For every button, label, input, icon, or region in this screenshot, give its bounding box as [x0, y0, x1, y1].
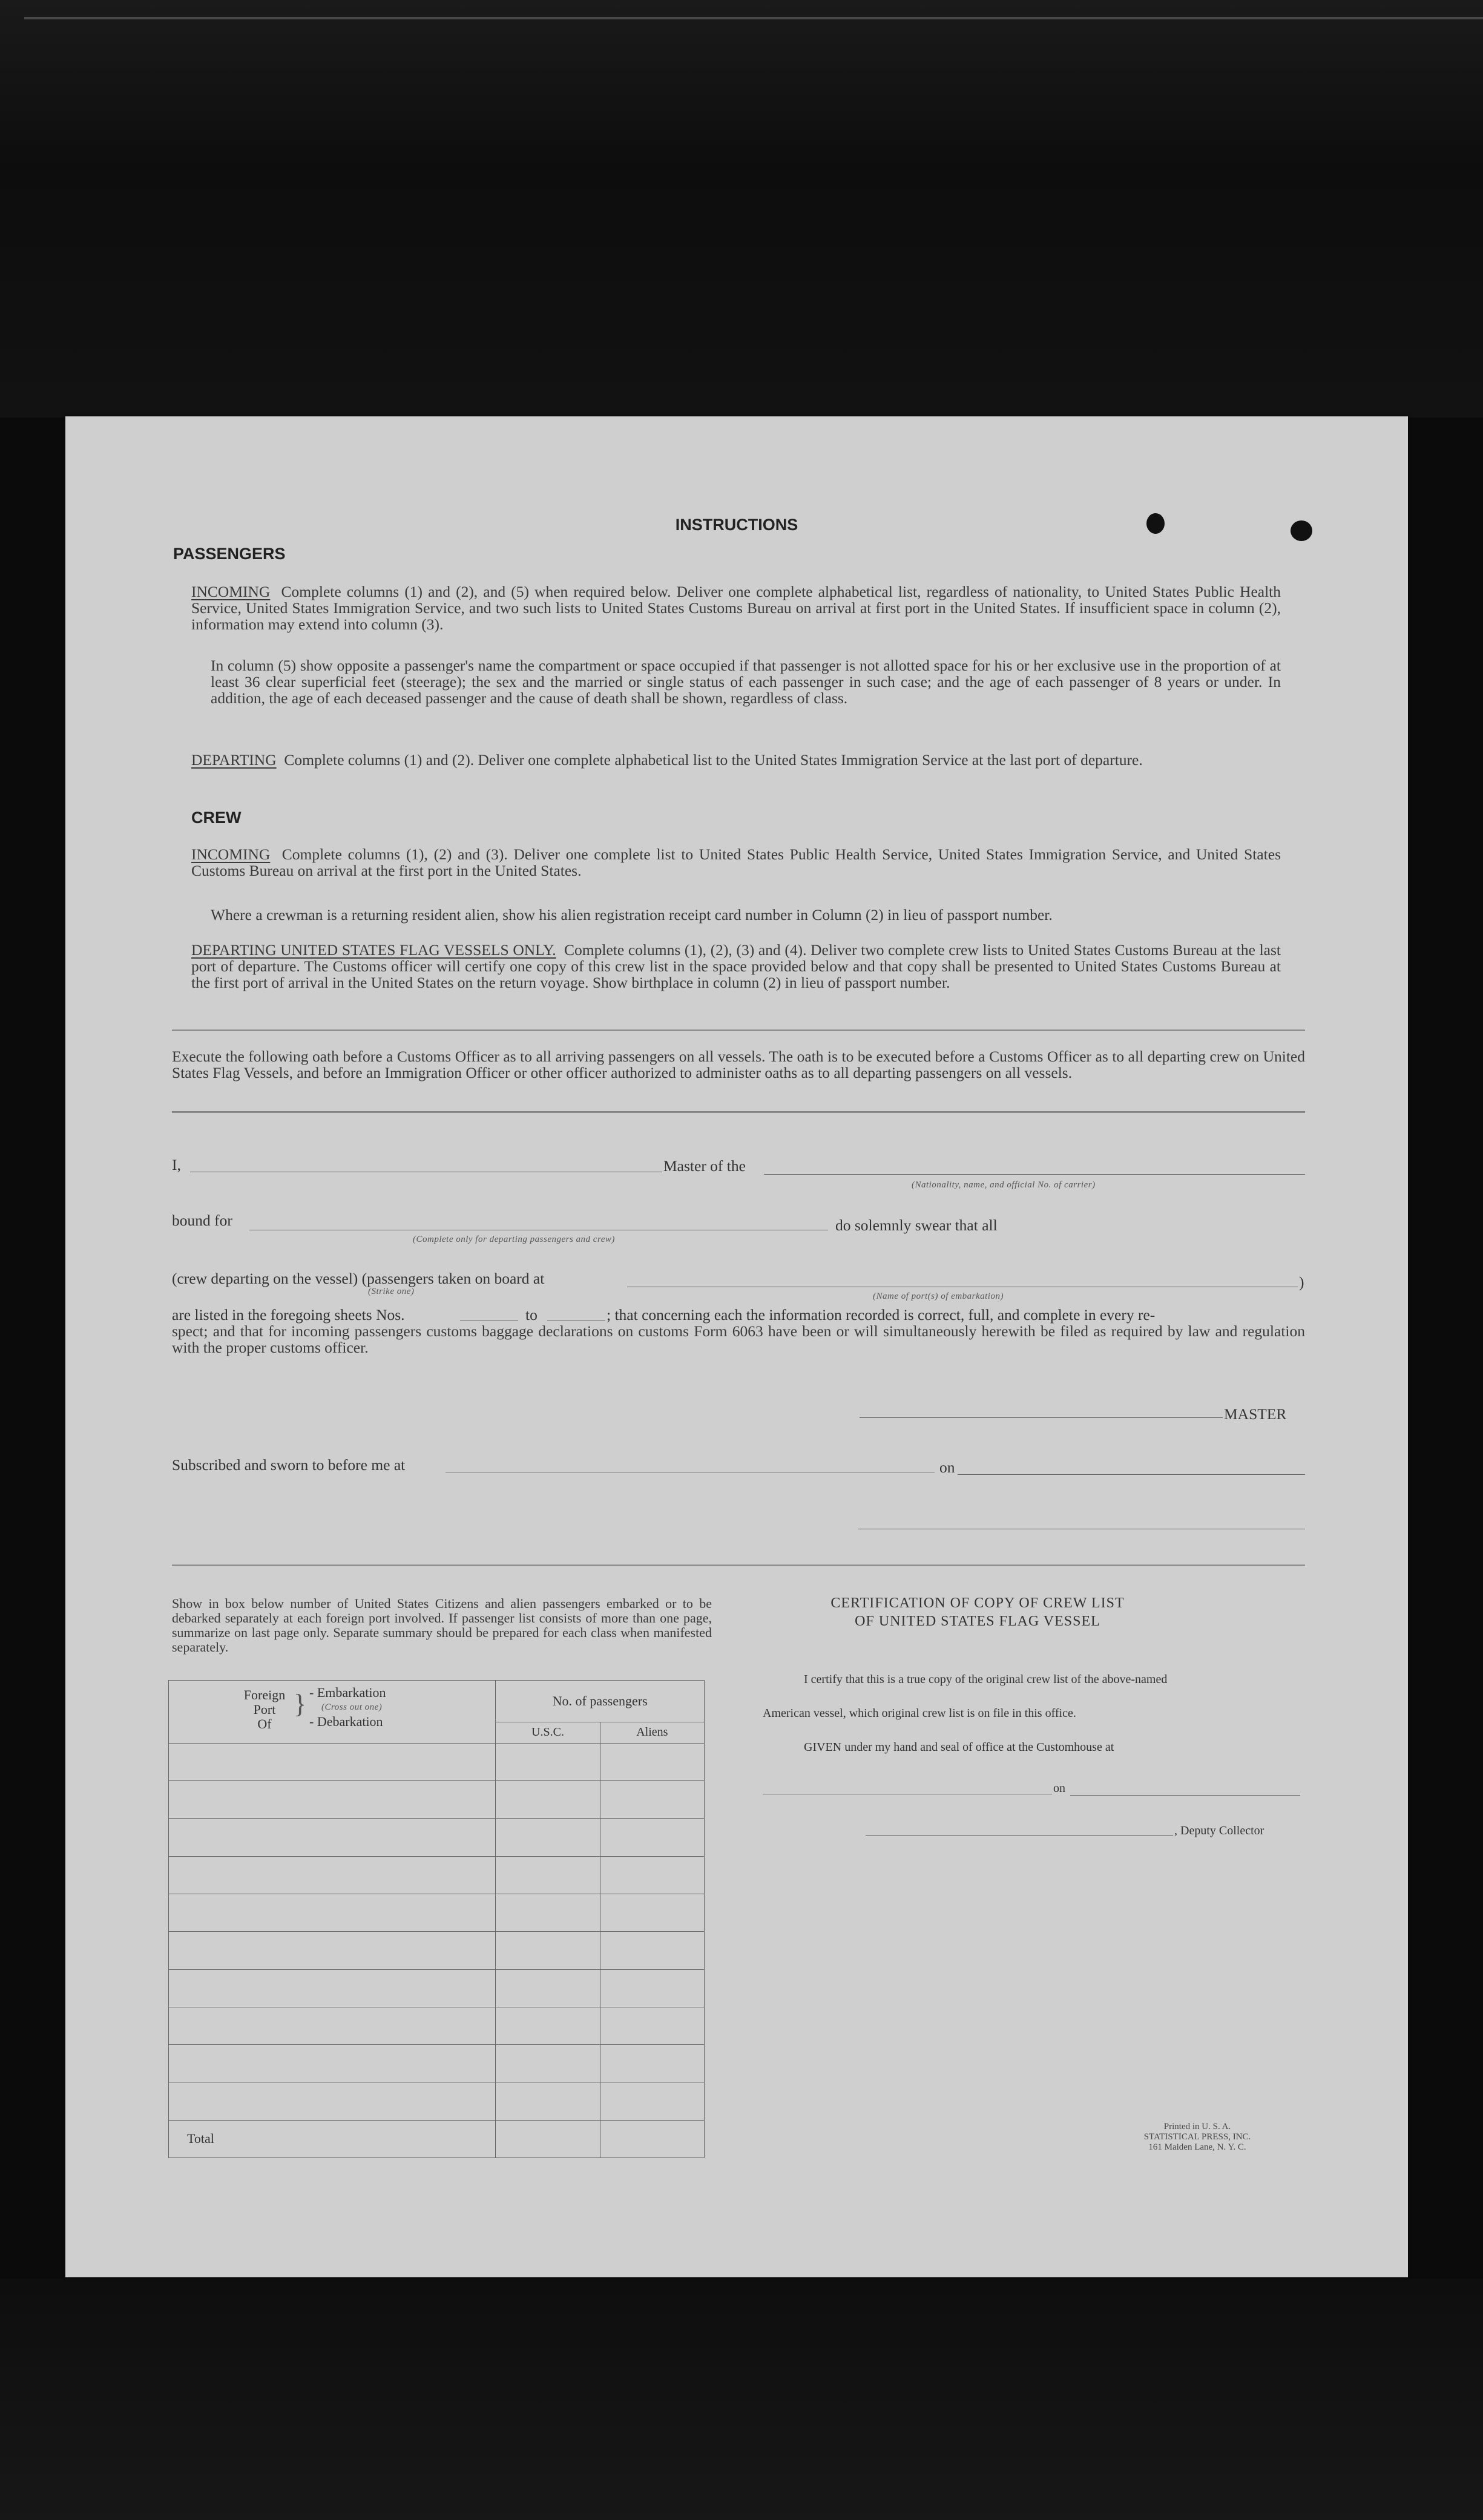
aliens-total-cell[interactable]: [600, 2120, 704, 2157]
crew-departing-label: DEPARTING UNITED STATES FLAG VESSELS ONLY.: [191, 941, 556, 959]
carrier-field[interactable]: [764, 1174, 1305, 1175]
crew-departing-paragraph: [191, 942, 1281, 991]
usc-cell[interactable]: [496, 1969, 600, 2007]
passengers-incoming-paragraph: [191, 583, 1281, 632]
carrier-caption: (Nationality, name, and official No. of carrier): [912, 1180, 1096, 1190]
deputy-collector-label: , Deputy Collector: [1174, 1824, 1264, 1837]
subscribed-label: Subscribed and sworn to before me at: [172, 1456, 406, 1474]
no-of-passengers-header: No. of passengers: [496, 1681, 705, 1722]
passengers-incoming-label: INCOMING: [191, 583, 271, 600]
ports-caption: (Name of port(s) of embarkation): [873, 1291, 1004, 1301]
printer-imprint: [1106, 2122, 1288, 2153]
crew-departing-text: Complete columns (1), (2), (3) and (4). Deliver two complete crew lists to United States Customs Bureau at the last port of departure. The Customs officer will certify one copy of this crew list in the space provided below and that copy shall be presented to United States Customs Bureau at the first port of arrival in the United States on the return voyage. Show birthplace in column (2) in lieu of passport number.: [191, 941, 1281, 991]
certification-date-field[interactable]: [1070, 1795, 1300, 1796]
usc-cell[interactable]: [496, 2082, 600, 2120]
foreign-label: Foreign: [243, 1687, 286, 1702]
box-note: Show in box below number of United States Citizens and alien passengers embarked or to be debarked separately at each foreign port involved. If passenger list consists of more than one page, summarize on last page only. Separate summary should be prepared for each class when manifested separately.: [172, 1596, 712, 1655]
oath-do-solemnly: do solemnly swear that all: [835, 1216, 998, 1234]
passengers-heading: PASSENGERS: [173, 545, 286, 563]
oath-close-paren: ): [1299, 1273, 1304, 1291]
printer-line2: STATISTICAL PRESS, INC.: [1143, 2132, 1251, 2142]
aliens-cell[interactable]: [600, 2007, 704, 2044]
usc-cell[interactable]: [496, 1894, 600, 1931]
divider: [172, 1029, 1305, 1033]
aliens-cell[interactable]: [600, 2082, 704, 2120]
scan-background-bottom: [0, 2279, 1483, 2520]
usc-cell[interactable]: [496, 1743, 600, 1780]
oath-bound-for: bound for: [172, 1212, 232, 1229]
certification-given: GIVEN under my hand and seal of office at the Customhouse at: [804, 1741, 1114, 1754]
certification-title-line1: CERTIFICATION OF COPY OF CREW LIST: [830, 1595, 1125, 1611]
usc-cell[interactable]: [496, 2045, 600, 2082]
port-cell[interactable]: [169, 1894, 496, 1931]
divider: [172, 1111, 1305, 1115]
passengers-incoming-paragraph-2: In column (5) show opposite a passenger's name the compartment or space occupied if that passenger is not allotted space for his or her exclusive use in the proportion of at least 36 clear superficial feet (steerage); the sex and the married or single status of each passenger in such case; and the age of each passenger of 8 years or under. In addition, the age of each deceased passenger and the cause of death shall be shown, regardless of class.: [211, 657, 1281, 707]
certification-title-line2: OF UNITED STATES FLAG VESSEL: [855, 1613, 1100, 1629]
passengers-incoming-text: Complete columns (1) and (2), and (5) when required below. Deliver one complete alphabetical list, regardless of nationality, to United States Public Health Service, United States Immigration Service, and two such lists to United States Customs Bureau on arrival at first port in the United States. If insufficient space in column (2), information may extend into column (3).: [191, 583, 1281, 633]
passengers-departing-paragraph: [191, 752, 1281, 768]
aliens-cell[interactable]: [600, 1781, 704, 1819]
bound-caption: (Complete only for departing passengers and crew): [413, 1235, 615, 1244]
crew-incoming-label: INCOMING: [191, 845, 271, 863]
page-title: INSTRUCTIONS: [675, 516, 798, 534]
oath-master-of-the: Master of the: [663, 1157, 746, 1175]
port-cell[interactable]: [169, 1819, 496, 1856]
printer-line3: 161 Maiden Lane, N. Y. C.: [1148, 2142, 1246, 2152]
oath-i: I,: [172, 1156, 181, 1173]
port-cell[interactable]: [169, 1781, 496, 1819]
aliens-cell[interactable]: [600, 1969, 704, 2007]
oath-listed-to: to: [525, 1306, 538, 1324]
divider: [172, 1564, 1305, 1568]
oath-listed-a: are listed in the foregoing sheets Nos.: [172, 1306, 405, 1324]
aliens-cell[interactable]: [600, 1856, 704, 1894]
port-header-cell: [169, 1681, 496, 1744]
usc-cell[interactable]: [496, 1932, 600, 1969]
oath-instruction: Execute the following oath before a Customs Officer as to all arriving passengers on all vessels. The oath is to be executed before a Customs Officer as to all departing crew on United States Flag Vessels, and before an Immigration Officer or other officer authorized to administer oaths as to all departing passengers on all vessels.: [172, 1048, 1305, 1081]
port-label: Port: [253, 1702, 276, 1717]
usc-cell[interactable]: [496, 1819, 600, 1856]
certification-text-1: I certify that this is a true copy of the original crew list of the above-named: [804, 1673, 1168, 1686]
sworn-on-label: on: [939, 1459, 955, 1476]
aliens-cell[interactable]: [600, 1819, 704, 1856]
document-page: [65, 416, 1408, 2277]
aliens-header: Aliens: [600, 1722, 704, 1743]
crew-heading: CREW: [191, 809, 242, 827]
usc-cell[interactable]: [496, 2007, 600, 2044]
crew-incoming-paragraph: [191, 846, 1281, 879]
deputy-collector-field[interactable]: [866, 1835, 1173, 1836]
master-signature-field[interactable]: [860, 1417, 1223, 1418]
passengers-departing-label: DEPARTING: [191, 751, 277, 769]
port-cell[interactable]: [169, 1932, 496, 1969]
aliens-cell[interactable]: [600, 1894, 704, 1931]
scan-edge-line: [24, 17, 1483, 19]
port-cell[interactable]: [169, 2082, 496, 2120]
port-cell[interactable]: [169, 1856, 496, 1894]
oath-listed-b: ; that concerning each the information recorded is correct, full, and complete in every re-: [607, 1306, 1156, 1324]
usc-header: U.S.C.: [496, 1722, 600, 1743]
total-label: Total: [169, 2120, 496, 2157]
certification-title: [758, 1594, 1197, 1630]
strike-one-caption: (Strike one): [368, 1287, 415, 1296]
port-cell[interactable]: [169, 1969, 496, 2007]
cross-out-caption: (Cross out one): [321, 1702, 383, 1712]
certification-on: on: [1053, 1782, 1065, 1795]
sworn-date-field[interactable]: [958, 1474, 1305, 1475]
crew-incoming-paragraph-2: Where a crewman is a returning resident alien, show his alien registration receipt card number in Column (2) in lieu of passport number.: [211, 906, 1053, 924]
usc-cell[interactable]: [496, 1856, 600, 1894]
aliens-cell[interactable]: [600, 2045, 704, 2082]
scan-background-top: [0, 0, 1483, 418]
oath-crew-departing: (crew departing on the vessel) (passengers taken on board at: [172, 1270, 545, 1287]
of-label: Of: [257, 1716, 272, 1731]
embarkation-label: - Embarkation: [309, 1685, 386, 1700]
passengers-departing-text: Complete columns (1) and (2). Deliver one complete alphabetical list to the United States Immigration Service at the last port of departure.: [284, 751, 1143, 769]
port-cell[interactable]: [169, 2007, 496, 2044]
aliens-cell[interactable]: [600, 1743, 704, 1780]
brace-icon: }: [294, 1689, 307, 1719]
debarkation-label: - Debarkation: [309, 1714, 383, 1729]
usc-cell[interactable]: [496, 1781, 600, 1819]
aliens-cell[interactable]: [600, 1932, 704, 1969]
port-cell[interactable]: [169, 1743, 496, 1780]
certification-text-2: American vessel, which original crew list is on file in this office.: [763, 1707, 1076, 1720]
passenger-count-table: [168, 1680, 705, 2158]
printer-line1: Printed in U. S. A.: [1163, 2122, 1231, 2131]
master-label: MASTER: [1224, 1405, 1287, 1423]
port-cell[interactable]: [169, 2045, 496, 2082]
crew-incoming-text: Complete columns (1), (2) and (3). Deliver one complete list to United States Public Health Service, United States Immigration Service, and United States Customs Bureau on arrival at the first port in the United States.: [191, 845, 1281, 879]
usc-total-cell[interactable]: [496, 2120, 600, 2157]
oath-listed-c: spect; and that for incoming passengers customs baggage declarations on customs Form 6063 have been or will simultaneously herewith be filed as required by law and regulation with the proper customs officer.: [172, 1322, 1305, 1356]
